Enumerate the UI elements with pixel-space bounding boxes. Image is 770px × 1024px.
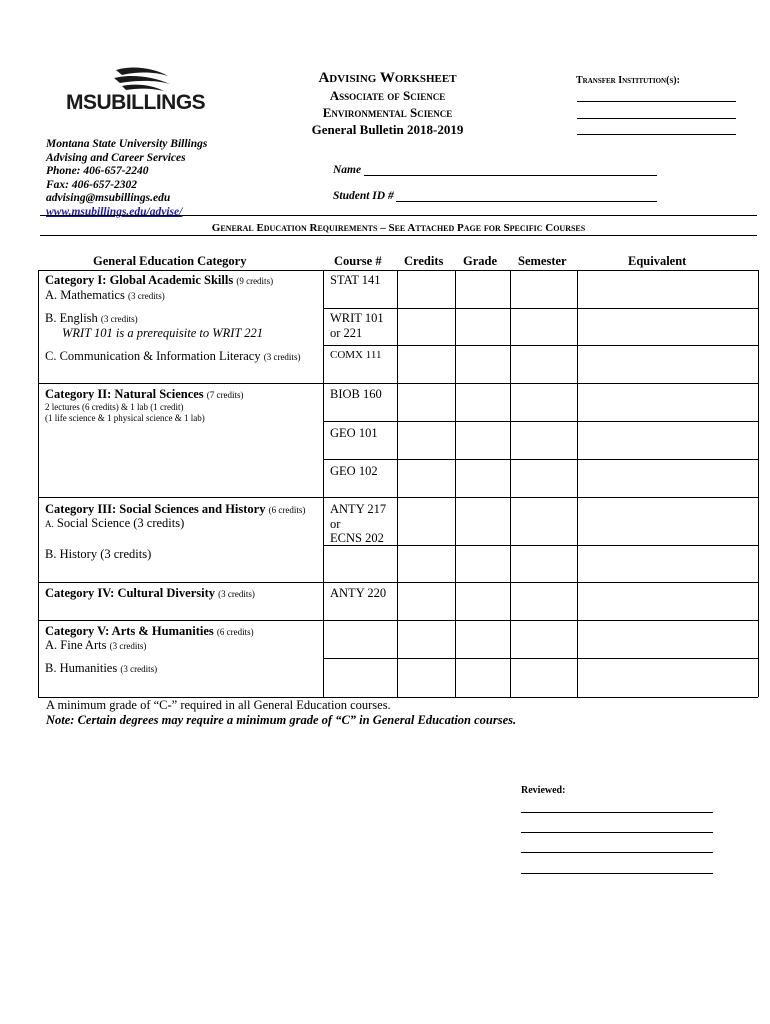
category-2-science-note: (1 life science & 1 physical science & 1 lab) bbox=[45, 413, 205, 423]
row-divider bbox=[323, 459, 758, 460]
transfer-line-3[interactable] bbox=[577, 134, 736, 135]
category-3-title: Category III: Social Sciences and History (6 credits) bbox=[45, 502, 306, 516]
table-border-left bbox=[38, 270, 39, 697]
page-title: Advising Worksheet bbox=[318, 70, 457, 86]
course-comx-111: COMX 111 bbox=[330, 349, 382, 361]
reviewed-line-3[interactable] bbox=[521, 852, 713, 853]
course-stat-141: STAT 141 bbox=[330, 273, 381, 287]
category-1c-label: C. Communication & Information Literacy (3 credits) bbox=[45, 349, 301, 363]
bulletin-year: General Bulletin 2018-2019 bbox=[311, 122, 464, 137]
reviewed-line-4[interactable] bbox=[521, 873, 713, 874]
row-divider bbox=[323, 545, 758, 546]
course-geo-101: GEO 101 bbox=[330, 426, 378, 440]
reviewed-line-2[interactable] bbox=[521, 832, 713, 833]
row-divider bbox=[38, 383, 758, 384]
row-divider bbox=[38, 497, 758, 498]
reviewed-label: Reviewed: bbox=[521, 785, 566, 796]
row-divider bbox=[323, 658, 758, 659]
course-or: or bbox=[330, 517, 341, 531]
category-5a-label: A. Fine Arts (3 credits) bbox=[45, 638, 147, 652]
row-divider bbox=[323, 308, 758, 309]
course-ecns-202: ECNS 202 bbox=[330, 531, 384, 545]
course-writ-101: WRIT 101 bbox=[330, 311, 384, 325]
logo-wordmark: MSUBILLINGS bbox=[66, 91, 206, 114]
transfer-line-2[interactable] bbox=[577, 118, 736, 119]
category-3a-label: A. Social Science (3 credits) bbox=[45, 516, 185, 530]
phone-number: Phone: 406-657-2240 bbox=[46, 165, 149, 177]
category-1a-label: A. Mathematics (3 credits) bbox=[45, 288, 165, 302]
reviewed-line-1[interactable] bbox=[521, 812, 713, 813]
degree-title: Associate of Science bbox=[329, 88, 446, 103]
category-5-title: Category V: Arts & Humanities (6 credits) bbox=[45, 624, 254, 638]
minimum-grade-note: A minimum grade of “C-” required in all General Education courses. bbox=[46, 698, 391, 712]
row-divider bbox=[323, 421, 758, 422]
column-divider bbox=[323, 270, 324, 697]
column-course: Course # bbox=[334, 254, 382, 268]
column-divider bbox=[397, 270, 398, 697]
course-anty-217: ANTY 217 bbox=[330, 502, 387, 516]
footer-notes bbox=[46, 698, 516, 728]
column-divider bbox=[577, 270, 578, 697]
column-credits: Credits bbox=[404, 254, 444, 268]
category-1b-label: B. English (3 credits) bbox=[45, 311, 138, 325]
heading-rule-bottom bbox=[40, 235, 757, 236]
table-border-top bbox=[38, 270, 758, 271]
column-category: General Education Category bbox=[93, 254, 247, 268]
msu-billings-logo bbox=[66, 66, 216, 114]
column-divider bbox=[510, 270, 511, 697]
title-block bbox=[290, 70, 485, 138]
name-field[interactable] bbox=[364, 175, 657, 176]
fax-number: Fax: 406-657-2302 bbox=[46, 178, 138, 191]
category-2-lecture-note: 2 lectures (6 credits) & 1 lab (1 credit) bbox=[45, 402, 184, 412]
office-name: Advising and Career Services bbox=[46, 151, 186, 164]
section-heading: General Education Requirements – See Attached Page for Specific Courses bbox=[211, 222, 586, 234]
column-grade: Grade bbox=[463, 254, 498, 268]
course-biob-160: BIOB 160 bbox=[330, 387, 382, 401]
student-id-field[interactable] bbox=[396, 201, 657, 202]
column-divider bbox=[455, 270, 456, 697]
row-divider bbox=[323, 345, 758, 346]
swoosh-icon bbox=[112, 66, 172, 92]
writ-prerequisite-note: WRIT 101 is a prerequisite to WRIT 221 bbox=[62, 326, 264, 340]
category-4-title: Category IV: Cultural Diversity (3 credits) bbox=[45, 586, 255, 600]
column-semester: Semester bbox=[518, 254, 567, 268]
website-link[interactable]: www.msubillings.edu/advise/ bbox=[46, 205, 183, 218]
university-name: Montana State University Billings bbox=[46, 138, 208, 150]
course-writ-221: or 221 bbox=[330, 326, 363, 340]
transfer-institution-label: Transfer Institution(s): bbox=[576, 75, 680, 86]
degree-grade-note: Note: Certain degrees may require a minimum grade of “C” in General Education courses. bbox=[46, 713, 517, 727]
contact-info bbox=[46, 138, 207, 219]
category-3b-label: B. History (3 credits) bbox=[45, 547, 152, 561]
student-id-label: Student ID # bbox=[333, 190, 394, 202]
row-divider bbox=[38, 620, 758, 621]
row-divider bbox=[38, 582, 758, 583]
column-equivalent: Equivalent bbox=[628, 254, 687, 268]
program-title: Environmental Science bbox=[322, 105, 453, 120]
heading-rule-top bbox=[40, 215, 757, 216]
course-anty-220: ANTY 220 bbox=[330, 586, 387, 600]
email-address: advising@msubillings.edu bbox=[46, 192, 171, 204]
table-border-right bbox=[758, 270, 759, 697]
category-5b-label: B. Humanities (3 credits) bbox=[45, 661, 158, 675]
transfer-line-1[interactable] bbox=[577, 101, 736, 102]
name-label: Name bbox=[333, 164, 362, 176]
category-1-title: Category I: Global Academic Skills (9 credits) bbox=[45, 273, 274, 287]
course-geo-102: GEO 102 bbox=[330, 464, 378, 478]
category-2-title: Category II: Natural Sciences (7 credits) bbox=[45, 387, 244, 401]
